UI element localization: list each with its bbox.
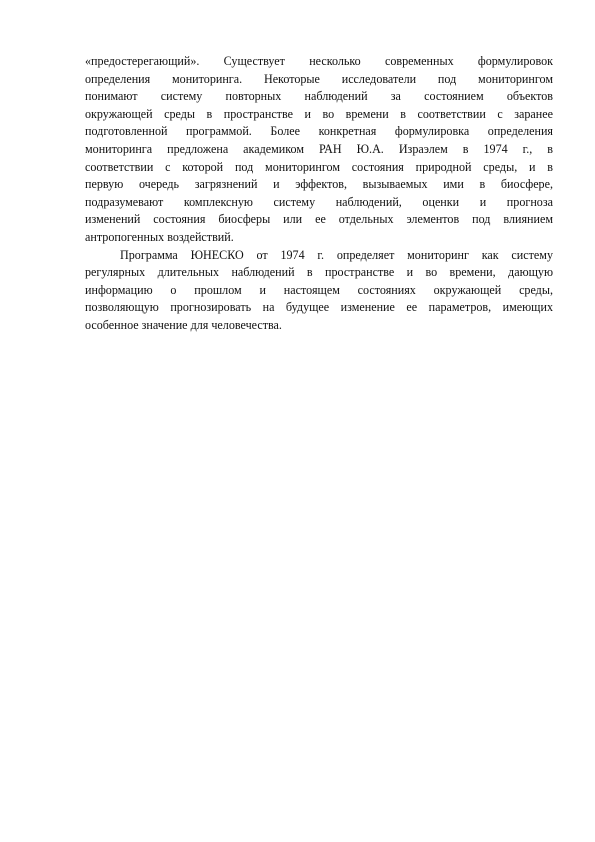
- body-text: [85, 53, 553, 335]
- text-line: позволяющую прогнозировать на будущее изменение ее параметров, имеющих: [85, 300, 553, 315]
- text-line: мониторинга предложена академиком РАН Ю.А. Израэлем в 1974 г., в: [85, 141, 553, 156]
- text-line: первую очередь загрязнений и эффектов, вызываемых ими в биосфере,: [85, 177, 553, 192]
- text-line: подготовленной программой. Более конкретная формулировка определения: [85, 124, 553, 139]
- text-line: «предостерегающий». Существует несколько современных формулировок: [85, 54, 553, 68]
- text-line: информацию о прошлом и настоящем состояниях окружающей среды,: [85, 282, 553, 297]
- text-line: определения мониторинга. Некоторые исследователи под мониторингом: [85, 71, 553, 86]
- text-line: антропогенных воздействий.: [85, 229, 234, 244]
- text-line: регулярных длительных наблюдений в пространстве и во времени, дающую: [85, 265, 553, 280]
- text-line: соответствии с которой под мониторингом состояния природной среды, и в: [85, 159, 553, 174]
- text-line: окружающей среды в пространстве и во времени в соответствии с заранее: [85, 106, 553, 121]
- text-line: Программа ЮНЕСКО от 1974 г. определяет мониторинг как систему: [120, 247, 553, 262]
- text-line: подразумевают комплексную систему наблюдений, оценки и прогноза: [85, 194, 553, 209]
- paragraph: [85, 53, 553, 247]
- paragraph: [85, 247, 553, 335]
- text-line: изменений состояния биосферы или ее отдельных элементов под влиянием: [85, 212, 553, 227]
- text-line: понимают систему повторных наблюдений за состоянием объектов: [85, 89, 553, 104]
- text-line: особенное значение для человечества.: [85, 317, 282, 332]
